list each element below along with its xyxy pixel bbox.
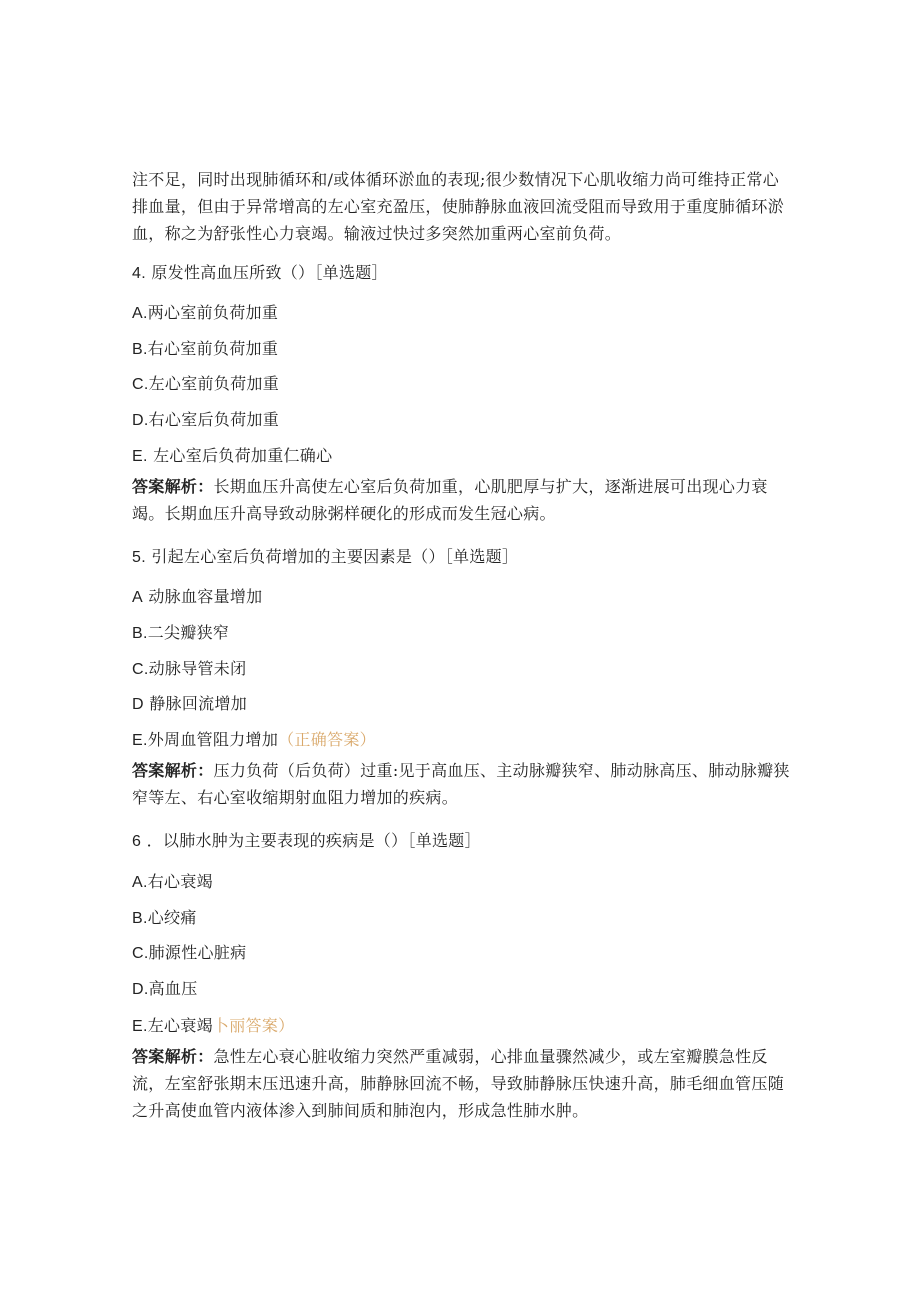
option-letter: A xyxy=(132,589,143,606)
question-6-option-b[interactable] xyxy=(132,907,197,930)
question-6-option-d[interactable] xyxy=(132,978,198,1001)
question-5-option-b[interactable] xyxy=(132,622,229,645)
option-text: 静脉回流增加 xyxy=(149,694,248,713)
question-6-option-e[interactable] xyxy=(132,1015,294,1038)
question-4-stem xyxy=(132,262,388,285)
option-text: 右心室后负荷加重 xyxy=(148,410,280,429)
option-letter: E. xyxy=(132,732,148,749)
question-5-option-d[interactable] xyxy=(132,693,247,716)
question-number: 4. xyxy=(132,265,146,282)
question-number: 6 xyxy=(132,833,142,850)
option-text: 高血压 xyxy=(148,979,198,998)
option-text: 右心室前负荷加重 xyxy=(147,339,279,358)
option-text: 心绞痛 xyxy=(147,908,197,927)
question-number: 5. xyxy=(132,549,146,566)
option-text: 右心衰竭 xyxy=(147,872,213,891)
question-text: 原发性高血压所致（）［单选题］ xyxy=(151,263,388,282)
option-letter: E. xyxy=(132,448,148,465)
option-text: 左心衰竭 xyxy=(147,1016,213,1035)
option-text: 二尖瓣狭窄 xyxy=(147,623,230,642)
option-letter: D. xyxy=(132,412,149,429)
option-letter: B. xyxy=(132,625,148,642)
question-6-option-c[interactable] xyxy=(132,942,246,965)
option-text: 动脉导管未闭 xyxy=(148,659,247,678)
question-4-option-a[interactable] xyxy=(132,302,278,325)
question-5-analysis xyxy=(132,757,792,811)
question-5-option-e[interactable] xyxy=(132,729,376,752)
question-6-option-a[interactable] xyxy=(132,871,213,894)
analysis-label: 答案解析： xyxy=(132,761,214,780)
question-6-analysis xyxy=(132,1043,792,1124)
question-4-option-d[interactable] xyxy=(132,409,279,432)
option-text: 外周血管阻力增加 xyxy=(147,730,279,749)
intro-paragraph: 注不足，同时出现肺循环和/或体循环淤血的表现;很少数情况下心肌收缩力尚可维持正常心排血量，但由于异常增高的左心室充盈压，使肺静脉血液回流受阻而导致用于重度肺循环淤血，称之为舒张性心力衰竭。输液过快过多突然加重两心室前负荷。 xyxy=(132,170,785,243)
question-4-option-e[interactable] xyxy=(132,445,332,468)
option-text: 左心室后负荷加重仁确心 xyxy=(147,446,333,465)
analysis-label: 答案解析： xyxy=(132,477,214,496)
analysis-text: 压力负荷（后负荷）过重:见于高血压、主动脉瓣狭窄、肺动脉高压、肺动脉瓣狭窄等左、右心室收缩期射血阻力增加的疾病。 xyxy=(132,761,790,807)
question-text: ．以肺水肿为主要表现的疾病是（）［单选题］ xyxy=(146,831,481,850)
option-letter: D xyxy=(132,696,144,713)
analysis-text: 急性左心衰心脏收缩力突然严重减弱，心排血量骤然减少，或左室瓣膜急性反流，左室舒张期末压迅速升高，肺静脉回流不畅，导致肺静脉压快速升高，肺毛细血管压随之升高使血管内液体渗入到肺间质和肺泡内，形成急性肺水肿。 xyxy=(132,1047,785,1120)
question-6-stem xyxy=(132,830,481,853)
option-letter: C. xyxy=(132,661,149,678)
option-text: 动脉血容量增加 xyxy=(148,587,263,606)
option-text: 两心室前负荷加重 xyxy=(147,303,279,322)
option-letter: B. xyxy=(132,910,148,927)
question-5-stem xyxy=(132,546,518,569)
option-text: 肺源性心脏病 xyxy=(148,943,247,962)
question-4-option-b[interactable] xyxy=(132,338,278,361)
option-letter: A. xyxy=(132,874,148,891)
analysis-text: 长期血压升高使左心室后负荷加重，心肌肥厚与扩大，逐渐进展可出现心力衰竭。长期血压升高导致动脉粥样硬化的形成而发生冠心病。 xyxy=(132,477,768,523)
option-letter: B. xyxy=(132,341,148,358)
question-5-option-c[interactable] xyxy=(132,658,246,681)
question-4-analysis xyxy=(132,473,792,527)
analysis-label: 答案解析： xyxy=(132,1047,214,1066)
correct-answer-mark: 卜丽答案） xyxy=(212,1016,295,1035)
question-5-option-a[interactable] xyxy=(132,586,262,609)
correct-answer-mark: （正确答案） xyxy=(278,730,376,749)
question-text: 引起左心室后负荷增加的主要因素是（）［单选题］ xyxy=(151,547,519,566)
question-4-option-c[interactable] xyxy=(132,373,279,396)
option-letter: C. xyxy=(132,945,149,962)
option-letter: A. xyxy=(132,305,148,322)
option-letter: E. xyxy=(132,1018,148,1035)
option-text: 左心室前负荷加重 xyxy=(148,374,280,393)
option-letter: C. xyxy=(132,376,149,393)
option-letter: D. xyxy=(132,981,149,998)
